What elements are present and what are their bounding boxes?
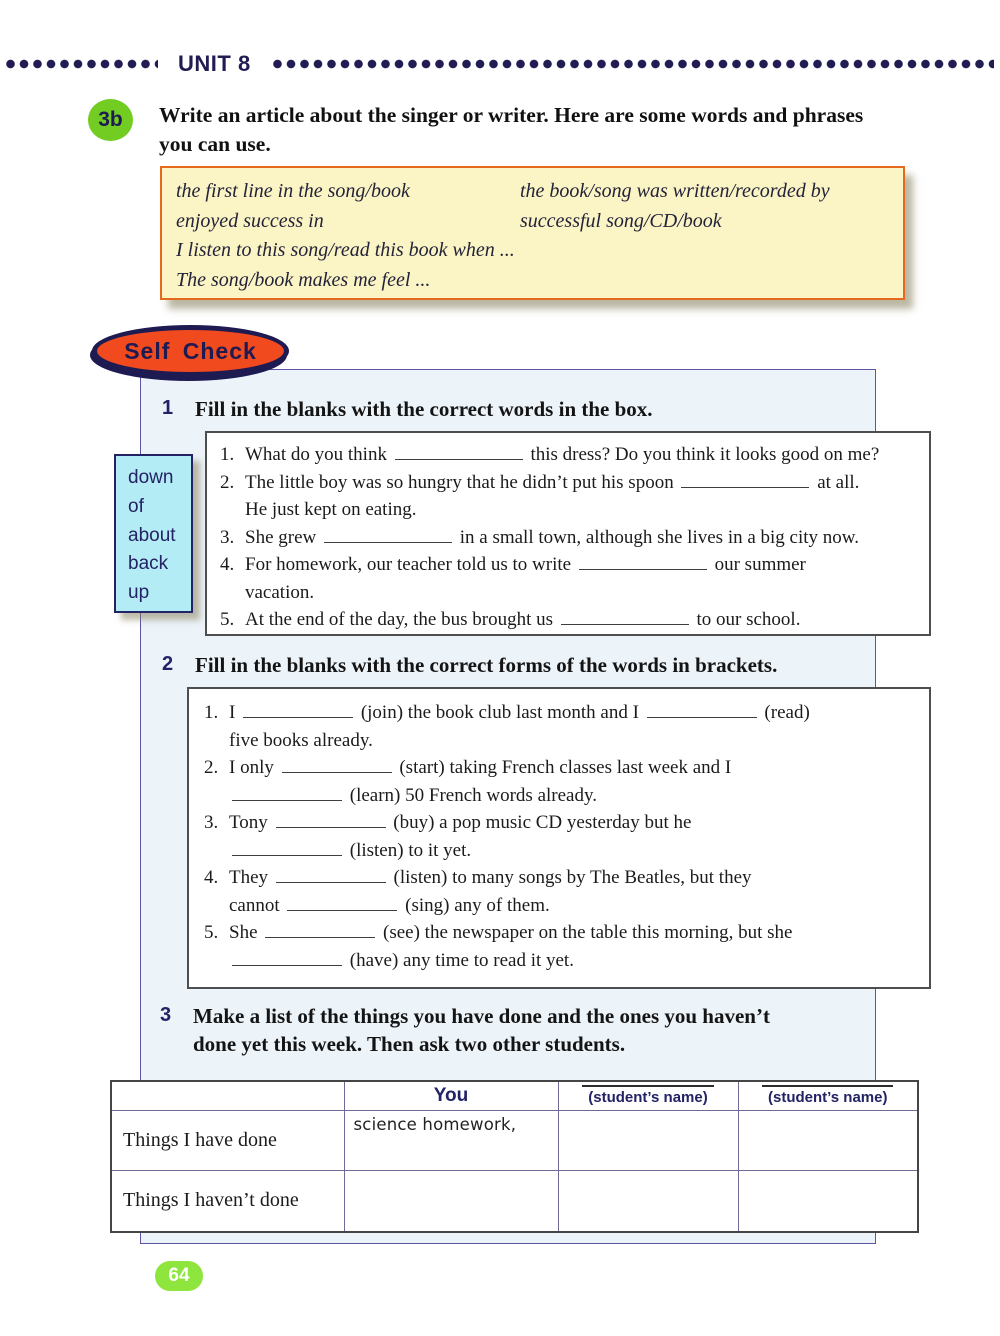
table-header-empty-cell bbox=[111, 1081, 344, 1110]
blank-line bbox=[579, 555, 707, 570]
item-line: five books already. bbox=[229, 729, 373, 751]
item-line: Tony (buy) a pop music CD yesterday but he bbox=[229, 812, 692, 833]
table-header-row bbox=[111, 1081, 918, 1110]
table-row bbox=[111, 1110, 918, 1170]
exercise2-heading bbox=[162, 652, 902, 680]
phrase-row bbox=[176, 207, 889, 237]
dotted-rule-left bbox=[6, 59, 158, 69]
table-cell bbox=[738, 1110, 918, 1170]
item-number: 4. bbox=[220, 554, 235, 575]
student-name-header: (student’s name) bbox=[762, 1085, 893, 1106]
blank-line bbox=[681, 473, 809, 488]
exercise-item bbox=[220, 606, 921, 634]
item-number: 5. bbox=[204, 922, 219, 943]
word-box-word: of bbox=[128, 495, 144, 517]
table-cell bbox=[738, 1170, 918, 1232]
exercise-item bbox=[220, 469, 921, 524]
item-line: At the end of the day, the bus brought us to our school. bbox=[245, 609, 801, 630]
exercise-item bbox=[220, 441, 921, 469]
exercise-item bbox=[204, 699, 921, 754]
exercise3-table bbox=[110, 1080, 919, 1233]
item-line: (have) any time to read it yet. bbox=[229, 947, 921, 975]
item-line: For homework, our teacher told us to write our summer bbox=[245, 554, 806, 575]
phrase-item: the book/song was written/recorded by bbox=[520, 180, 830, 202]
page-number-pill bbox=[155, 1261, 203, 1291]
exercise3-instruction-line: done yet this week. Then ask two other students. bbox=[193, 1031, 626, 1056]
handwritten-entry: science homework, bbox=[353, 1114, 517, 1134]
table-cell bbox=[558, 1170, 738, 1232]
item-number: 2. bbox=[220, 471, 235, 493]
dotted-rule-right bbox=[273, 59, 994, 69]
phrase-item: I listen to this song/read this book when ... bbox=[176, 239, 515, 261]
exercise2-number: 2 bbox=[162, 653, 174, 675]
exercise1-word-box bbox=[114, 454, 193, 613]
phrase-item: the first line in the song/book bbox=[176, 180, 410, 202]
phrase-item: The song/book makes me feel ... bbox=[176, 268, 431, 291]
item-line: cannot (sing) any of them. bbox=[229, 894, 550, 916]
exercise-item bbox=[204, 809, 921, 864]
item-line: She grew in a small town, although she lives in a big city now. bbox=[245, 526, 860, 548]
word-box-word: up bbox=[128, 582, 150, 604]
item-line: What do you think this dress? Do you think it looks good on me? bbox=[245, 444, 880, 465]
self-check-badge bbox=[92, 325, 289, 377]
exercise3-number: 3 bbox=[160, 1004, 172, 1026]
item-number: 1. bbox=[204, 702, 219, 723]
exercise1-heading bbox=[162, 396, 902, 424]
item-line: I (join) the book club last month and I (read) bbox=[229, 702, 810, 723]
section-3b-title: Write an article about the singer or writer. Here are some words and phrases you can use. bbox=[159, 103, 864, 156]
phrase-box-grid bbox=[176, 177, 889, 236]
phrase-row bbox=[176, 177, 889, 207]
phrase-box-full-lines bbox=[176, 236, 889, 295]
student-name-header: (student’s name) bbox=[582, 1085, 713, 1106]
section-3b-badge bbox=[88, 99, 133, 141]
exercise3-instruction-line: Make a list of the things you have done and the ones you haven’t bbox=[193, 1004, 770, 1028]
blank-line bbox=[232, 841, 342, 856]
item-number: 4. bbox=[204, 867, 219, 888]
word-box-word: about bbox=[128, 524, 176, 546]
blank-line bbox=[324, 528, 452, 543]
blank-line bbox=[395, 445, 523, 460]
exercise1-sentences-box bbox=[205, 431, 931, 636]
exercise3-instruction bbox=[193, 1003, 770, 1058]
exercise-item bbox=[204, 754, 921, 809]
table-cell bbox=[344, 1170, 558, 1232]
exercise-item bbox=[204, 919, 921, 974]
self-check-label: Self Check bbox=[124, 337, 257, 364]
exercise-item bbox=[204, 864, 921, 919]
section-3b-badge-label: 3b bbox=[98, 108, 123, 131]
word-box-word: back bbox=[128, 553, 169, 575]
blank-line bbox=[232, 786, 342, 801]
item-number: 2. bbox=[204, 757, 219, 778]
blank-line bbox=[232, 951, 342, 966]
blank-line bbox=[276, 813, 386, 828]
item-line: I only (start) taking French classes last week and I bbox=[229, 757, 732, 778]
item-line: The little boy was so hungry that he didn’t put his spoon at all. bbox=[245, 471, 860, 493]
exercise2-instruction: Fill in the blanks with the correct forms of the words in brackets. bbox=[195, 653, 778, 677]
blank-line bbox=[265, 923, 375, 938]
exercise1-instruction: Fill in the blanks with the correct words in the box. bbox=[195, 397, 653, 421]
blank-line bbox=[243, 703, 353, 718]
item-number: 3. bbox=[220, 526, 235, 548]
table-cell bbox=[344, 1110, 558, 1170]
phrase-box bbox=[160, 166, 905, 300]
blank-line bbox=[287, 896, 397, 911]
item-number: 1. bbox=[220, 444, 235, 465]
exercise1-number: 1 bbox=[162, 397, 174, 419]
table-header-cell bbox=[558, 1081, 738, 1110]
unit-label: UNIT 8 bbox=[178, 51, 251, 76]
item-line: She (see) the newspaper on the table this morning, but she bbox=[229, 922, 793, 943]
blank-line bbox=[282, 758, 392, 773]
table-header-cell bbox=[738, 1081, 918, 1110]
word-box-word: down bbox=[128, 467, 174, 488]
page-number: 64 bbox=[168, 1265, 190, 1286]
phrase-item: successful song/CD/book bbox=[520, 209, 722, 232]
item-line: vacation. bbox=[245, 581, 315, 603]
exercise2-sentences-box bbox=[187, 687, 931, 989]
table-header-cell: You bbox=[344, 1081, 558, 1110]
table-cell bbox=[558, 1110, 738, 1170]
unit-header-rule bbox=[6, 51, 994, 76]
item-line: He just kept on eating. bbox=[245, 499, 417, 520]
table-row bbox=[111, 1170, 918, 1232]
exercise-item bbox=[220, 551, 921, 606]
exercise3-heading bbox=[160, 1003, 900, 1058]
item-number: 5. bbox=[220, 609, 235, 630]
table-row-label: Things I have done bbox=[111, 1110, 344, 1170]
item-line: They (listen) to many songs by The Beatles, but they bbox=[229, 867, 752, 888]
exercise-item bbox=[220, 524, 921, 552]
item-line: (learn) 50 French words already. bbox=[229, 782, 921, 810]
table-row-label: Things I haven’t done bbox=[111, 1170, 344, 1232]
blank-line bbox=[647, 703, 757, 718]
item-line: (listen) to it yet. bbox=[229, 837, 921, 865]
blank-line bbox=[276, 868, 386, 883]
phrase-item: enjoyed success in bbox=[176, 209, 324, 232]
item-number: 3. bbox=[204, 812, 219, 833]
blank-line bbox=[561, 610, 689, 625]
